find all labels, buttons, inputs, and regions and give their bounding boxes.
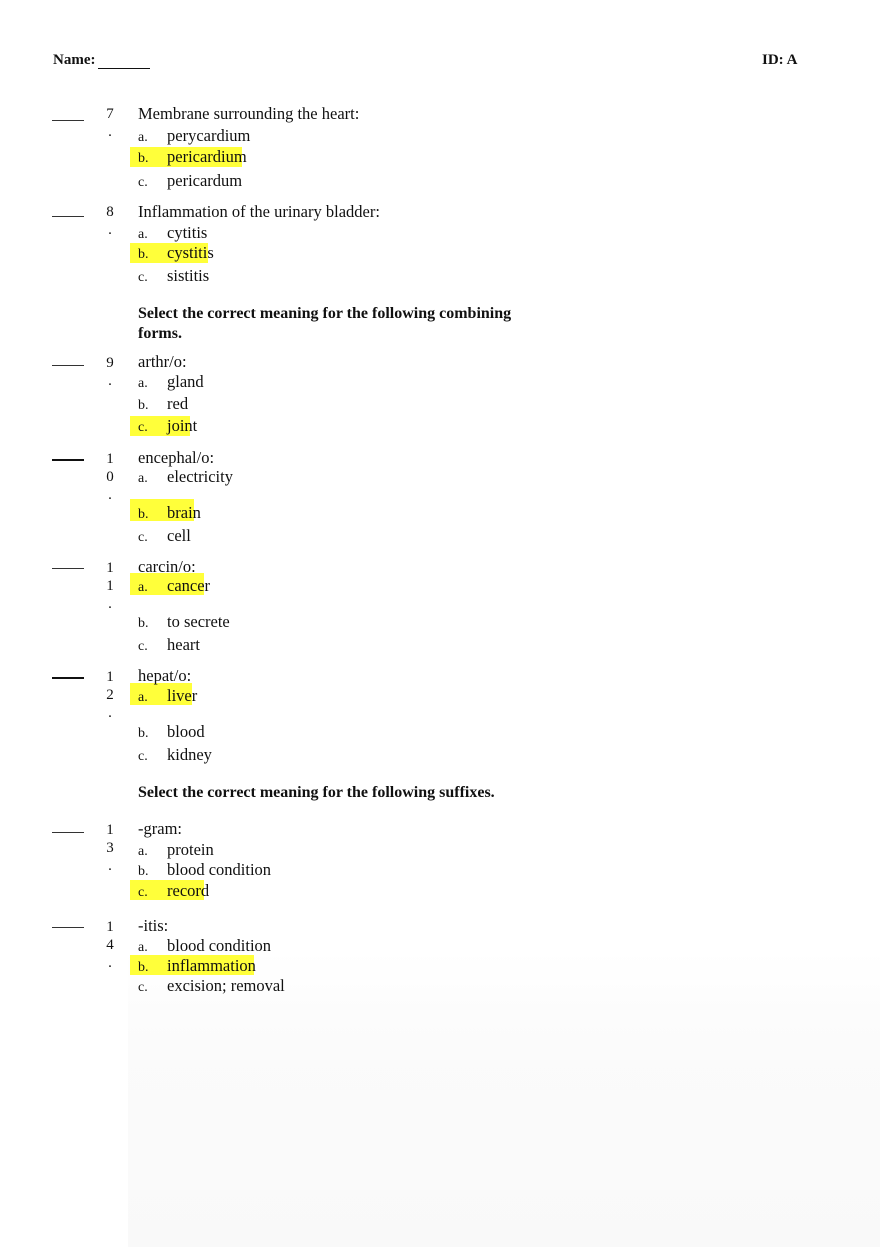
option-a[interactable]: a. electricity [138, 467, 233, 486]
question-stem: Membrane surrounding the heart: [138, 104, 360, 123]
option-c[interactable]: c. kidney [138, 745, 212, 764]
answer-blank[interactable] [52, 459, 84, 461]
question-stem: hepat/o: [138, 666, 192, 685]
option-c[interactable]: c. record [138, 881, 210, 900]
option-a[interactable]: a. cancer [138, 576, 211, 595]
option-b[interactable]: b. inflammation [138, 956, 256, 975]
option-a[interactable]: a. liver [138, 686, 198, 705]
question-stem: -gram: [138, 819, 182, 838]
option-c[interactable]: c. heart [138, 635, 200, 654]
answer-blank[interactable] [52, 365, 84, 366]
name-label: Name: [53, 52, 96, 68]
section-heading-suffixes: Select the correct meaning for the following suffixes. [138, 784, 495, 801]
option-c[interactable]: c. excision; removal [138, 976, 285, 995]
question-stem: arthr/o: [138, 352, 187, 371]
question-number: 1 4 . [106, 919, 114, 971]
option-a[interactable]: a. protein [138, 840, 214, 859]
option-a[interactable]: a. cytitis [138, 223, 208, 242]
answer-blank[interactable] [52, 832, 84, 833]
option-c[interactable]: c. sistitis [138, 266, 210, 285]
option-b[interactable]: b. pericardium [138, 147, 247, 166]
question-number: 7 . [106, 106, 114, 140]
option-b[interactable]: b. to secrete [138, 612, 230, 631]
question-stem: carcin/o: [138, 557, 196, 576]
question-stem: -itis: [138, 916, 169, 935]
option-b[interactable]: b. blood [138, 722, 205, 741]
option-b[interactable]: b. red [138, 394, 189, 413]
question-stem: encephal/o: [138, 448, 215, 467]
option-c[interactable]: c. pericardum [138, 171, 243, 190]
option-b[interactable]: b. blood condition [138, 860, 272, 879]
option-a[interactable]: a. perycardium [138, 126, 251, 145]
id-label: ID: A [762, 52, 798, 68]
question-number: 1 0 . [106, 451, 114, 503]
option-c[interactable]: c. cell [138, 526, 191, 545]
name-blank[interactable] [98, 55, 150, 69]
name-field [53, 52, 150, 69]
answer-blank[interactable] [52, 677, 84, 679]
question-number: 9 . [106, 355, 114, 389]
question-stem: Inflammation of the urinary bladder: [138, 202, 380, 221]
option-b[interactable]: b. cystitis [138, 243, 214, 262]
option-c[interactable]: c. joint [138, 416, 198, 435]
question-number: 1 1 . [106, 560, 114, 612]
question-number: 1 3 . [106, 822, 114, 874]
answer-blank[interactable] [52, 927, 84, 928]
question-number: 8 . [106, 204, 114, 238]
option-b[interactable]: b. brain [138, 503, 201, 522]
section-heading-combining-forms: Select the correct meaning for the following combining forms. [138, 305, 512, 342]
answer-blank[interactable] [52, 568, 84, 569]
answer-blank[interactable] [52, 120, 84, 121]
option-a[interactable]: a. gland [138, 372, 204, 391]
option-a[interactable]: a. blood condition [138, 936, 272, 955]
question-number: 1 2 . [106, 669, 114, 721]
answer-blank[interactable] [52, 216, 84, 217]
